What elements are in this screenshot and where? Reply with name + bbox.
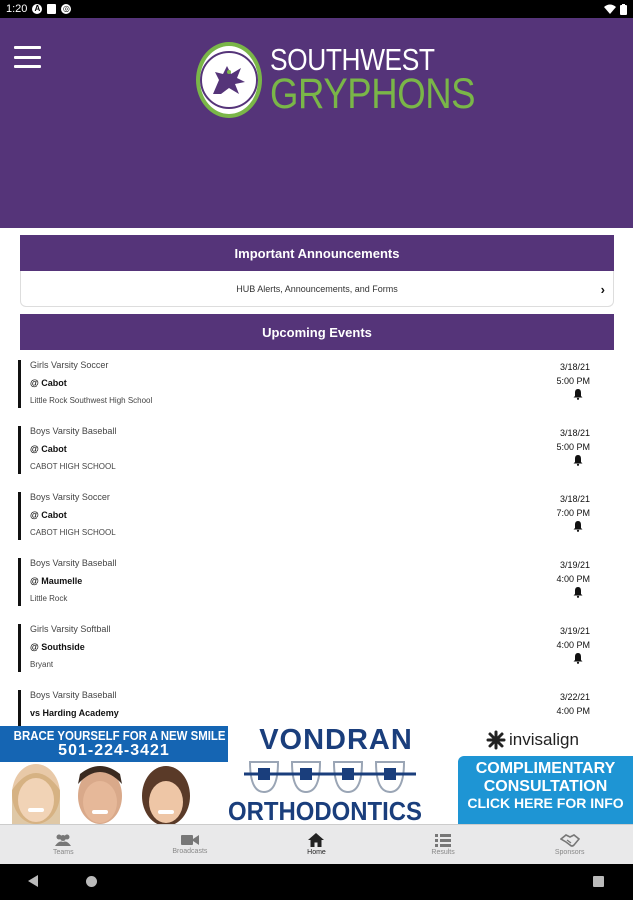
event-location: Little Rock [30, 594, 68, 603]
announcements-link[interactable] [20, 271, 614, 307]
notification-icon: ◎ [62, 4, 70, 13]
chevron-right-icon: › [600, 282, 605, 297]
ad-brand-name: VONDRAN [259, 726, 413, 756]
home-icon [308, 833, 324, 847]
event-opponent: @ Southside [30, 642, 85, 652]
event-time: 5:00 PM [556, 442, 590, 452]
nav-teams[interactable] [0, 825, 127, 864]
status-bar [0, 0, 633, 18]
handshake-icon [560, 834, 580, 847]
event-opponent: @ Cabot [30, 378, 67, 388]
event-sport: Boys Varsity Baseball [30, 558, 117, 568]
event-location: CABOT HIGH SCHOOL [30, 528, 116, 537]
home-circle-icon[interactable] [86, 876, 97, 887]
event-date: 3/22/21 [559, 692, 590, 702]
ad-brand-subtitle: ORTHODONTICS [227, 796, 423, 824]
video-camera-icon [181, 834, 199, 846]
event-time: 5:00 PM [556, 376, 590, 386]
event-date: 3/18/21 [559, 428, 590, 438]
team-logo [196, 40, 476, 120]
nav-sponsors-label: Sponsors [554, 848, 585, 856]
list-icon [435, 834, 451, 847]
smiling-people-image [4, 760, 194, 824]
event-time: 4:00 PM [556, 574, 590, 584]
event-item[interactable] [18, 624, 590, 682]
teeth-braces-icon [240, 756, 420, 798]
event-item[interactable] [18, 690, 590, 726]
notification-icon: A [32, 4, 42, 14]
recent-apps-icon[interactable] [593, 876, 604, 887]
bell-icon[interactable] [572, 586, 584, 598]
nav-home[interactable] [253, 825, 380, 864]
announcements-link-label: HUB Alerts, Announcements, and Forms [236, 283, 398, 294]
event-date: 3/19/21 [559, 626, 590, 636]
ad-cta-line2: CONSULTATION [483, 777, 608, 795]
event-sport: Girls Varsity Soccer [30, 360, 109, 370]
event-item[interactable] [18, 426, 590, 484]
bell-icon[interactable] [572, 388, 584, 400]
event-opponent: @ Cabot [30, 444, 67, 454]
event-time: 4:00 PM [556, 640, 590, 650]
bell-icon[interactable] [572, 652, 584, 664]
event-sport: Boys Varsity Baseball [30, 426, 117, 436]
event-location: Little Rock Southwest High School [30, 396, 153, 405]
menu-icon[interactable] [14, 46, 41, 68]
event-accent-bar [18, 492, 21, 540]
event-item[interactable] [18, 360, 590, 418]
event-accent-bar [18, 624, 21, 672]
event-opponent: @ Maumelle [30, 576, 83, 586]
nav-broadcasts-label: Broadcasts [172, 848, 208, 855]
gryphon-crest-icon [196, 42, 262, 118]
battery-icon [620, 4, 627, 15]
event-location: CABOT HIGH SCHOOL [30, 462, 116, 471]
event-time: 7:00 PM [556, 508, 590, 518]
back-icon[interactable] [28, 875, 38, 887]
event-time: 4:00 PM [556, 706, 590, 716]
ad-cta-line3: CLICK HERE FOR INFO [467, 794, 624, 811]
app-header [0, 18, 633, 228]
event-sport: Boys Varsity Soccer [30, 492, 110, 502]
status-time: 1:20 [6, 3, 28, 15]
people-icon [54, 833, 72, 847]
bell-icon[interactable] [572, 520, 584, 532]
ad-cta-line1: COMPLIMENTARY [475, 760, 616, 777]
event-item[interactable] [18, 558, 590, 616]
event-sport: Boys Varsity Baseball [30, 690, 117, 700]
ad-tagline: BRACE YOURSELF FOR A NEW SMILE [13, 728, 226, 743]
logo-text-top: SOUTHWEST [270, 42, 435, 77]
event-accent-bar [18, 426, 21, 474]
event-sport: Girls Varsity Softball [30, 624, 111, 634]
nav-home-label: Home [307, 849, 326, 856]
invisalign-text: invisalign [509, 730, 579, 749]
event-opponent: @ Cabot [30, 510, 67, 520]
events-list[interactable] [0, 350, 633, 726]
bottom-navigation [0, 824, 633, 864]
nav-teams-label: Teams [52, 849, 74, 856]
nav-sponsors[interactable] [506, 825, 633, 864]
bell-icon[interactable] [572, 454, 584, 466]
event-item[interactable] [18, 492, 590, 550]
sponsor-ad-banner[interactable] [0, 726, 633, 824]
invisalign-logo [486, 730, 579, 750]
upcoming-events-header: Upcoming Events [20, 314, 614, 350]
event-location: Bryant [30, 660, 54, 669]
wifi-icon [604, 4, 616, 14]
event-date: 3/19/21 [559, 560, 590, 570]
event-opponent: vs Harding Academy [30, 708, 119, 718]
ad-tagline-box [0, 726, 228, 762]
logo-text-bottom: GRYPHONS [270, 70, 476, 118]
event-date: 3/18/21 [559, 494, 590, 504]
ad-cta-box[interactable] [458, 756, 633, 824]
ad-phone: 501-224-3421 [58, 741, 170, 759]
nav-results[interactable] [380, 825, 507, 864]
nav-broadcasts[interactable] [127, 825, 254, 864]
sim-icon [47, 4, 56, 14]
invisalign-star-icon [486, 730, 506, 750]
event-accent-bar [18, 360, 21, 408]
system-navigation-bar [0, 864, 633, 900]
nav-results-label: Results [431, 848, 455, 856]
announcements-header: Important Announcements [20, 235, 614, 271]
event-accent-bar [18, 690, 21, 726]
event-accent-bar [18, 558, 21, 606]
event-date: 3/18/21 [559, 362, 590, 372]
